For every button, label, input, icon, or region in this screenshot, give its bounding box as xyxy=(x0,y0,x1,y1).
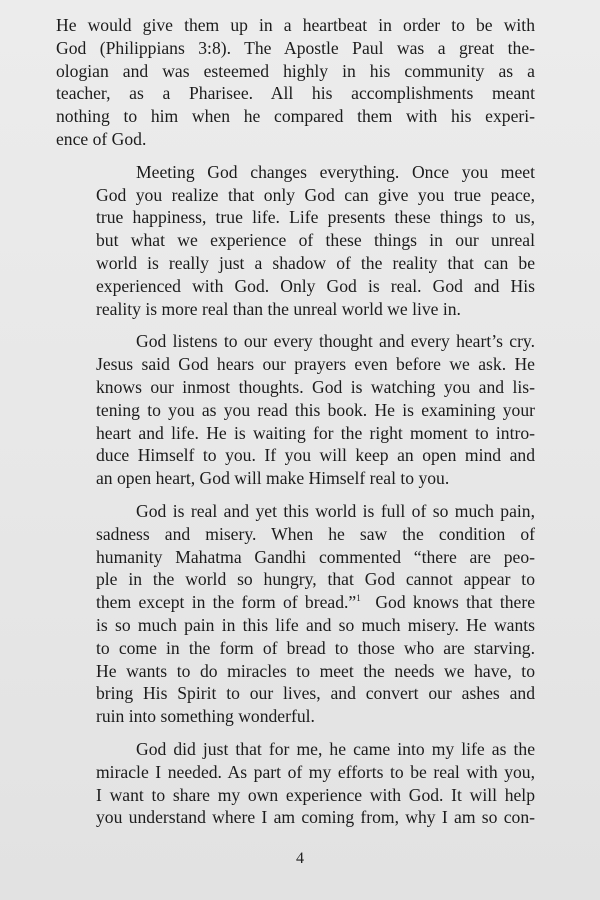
page-number: 4 xyxy=(296,850,304,867)
page-text xyxy=(56,14,535,839)
text-line: God you realize that only God can give you true peace, xyxy=(96,184,535,205)
text-line: ence of God. xyxy=(56,128,147,149)
text-line: heart and life. He is waiting for the right moment to intro- xyxy=(96,422,535,443)
text-line: sadness and misery. When he saw the condition of xyxy=(96,523,535,544)
text-line-with-footnote xyxy=(56,591,535,614)
text-line: true happiness, true life. Life presents these things to us, xyxy=(96,207,535,228)
text-line: He would give them up in a heartbeat in order to be with xyxy=(56,15,535,35)
text-line: Jesus said God hears our prayers even before we ask. He xyxy=(96,354,535,375)
text-line: ruin into something wonderful. xyxy=(96,706,315,727)
text-line: I want to share my own experience with God. It will help xyxy=(96,784,535,805)
text-fragment: them except in the form of bread.” xyxy=(96,592,357,613)
text-line: teacher, as a Pharisee. All his accomplishments meant xyxy=(56,83,535,104)
text-line: to come in the form of bread to those who are starving. xyxy=(96,637,535,658)
footnote-marker: 1 xyxy=(356,593,361,604)
text-line: you understand where I am coming from, why I am so con- xyxy=(96,807,535,828)
text-line: God is real and yet this world is full of so much pain, xyxy=(136,500,535,521)
paragraph-5 xyxy=(56,738,535,829)
text-line: humanity Mahatma Gandhi commented “there are peo- xyxy=(96,546,535,567)
text-line: bring His Spirit to our lives, and convert our ashes and xyxy=(96,683,535,704)
text-line: God did just that for me, he came into my life as the xyxy=(136,738,535,759)
text-line: reality is more real than the unreal world we live in. xyxy=(96,298,461,319)
text-line: knows our inmost thoughts. God is watching you and lis- xyxy=(96,376,535,397)
paragraph-3 xyxy=(56,330,535,490)
text-line: tening to you as you read this book. He is examining your xyxy=(96,399,535,420)
text-line: miracle I needed. As part of my efforts to be real with you, xyxy=(96,761,535,782)
text-line: world is really just a shadow of the reality that can be xyxy=(96,252,535,273)
text-line: experienced with God. Only God is real. God and His xyxy=(96,275,535,296)
text-line: God listens to our every thought and every heart’s cry. xyxy=(136,331,535,352)
text-line: is so much pain in this life and so much misery. He wants xyxy=(96,614,535,635)
text-line: an open heart, God will make Himself real to you. xyxy=(96,468,450,489)
text-line: ple in the world so hungry, that God cannot appear to xyxy=(96,569,535,590)
text-line: God (Philippians 3:8). The Apostle Paul was a great the- xyxy=(56,37,535,58)
paragraph-2 xyxy=(56,161,535,321)
text-line: nothing to him when he compared them with his experi- xyxy=(56,106,535,127)
text-fragment: God knows that there xyxy=(375,592,536,613)
text-line: duce Himself to you. If you will keep an open mind and xyxy=(96,445,535,466)
text-line: but what we experience of these things in our unreal xyxy=(96,230,535,251)
paragraph-4 xyxy=(56,500,535,728)
text-line: He wants to do miracles to meet the needs we have, to xyxy=(96,660,535,681)
paragraph-1 xyxy=(56,14,535,151)
text-line: ologian and was esteemed highly in his community as a xyxy=(56,60,535,81)
text-line: Meeting God changes everything. Once you meet xyxy=(136,161,535,182)
